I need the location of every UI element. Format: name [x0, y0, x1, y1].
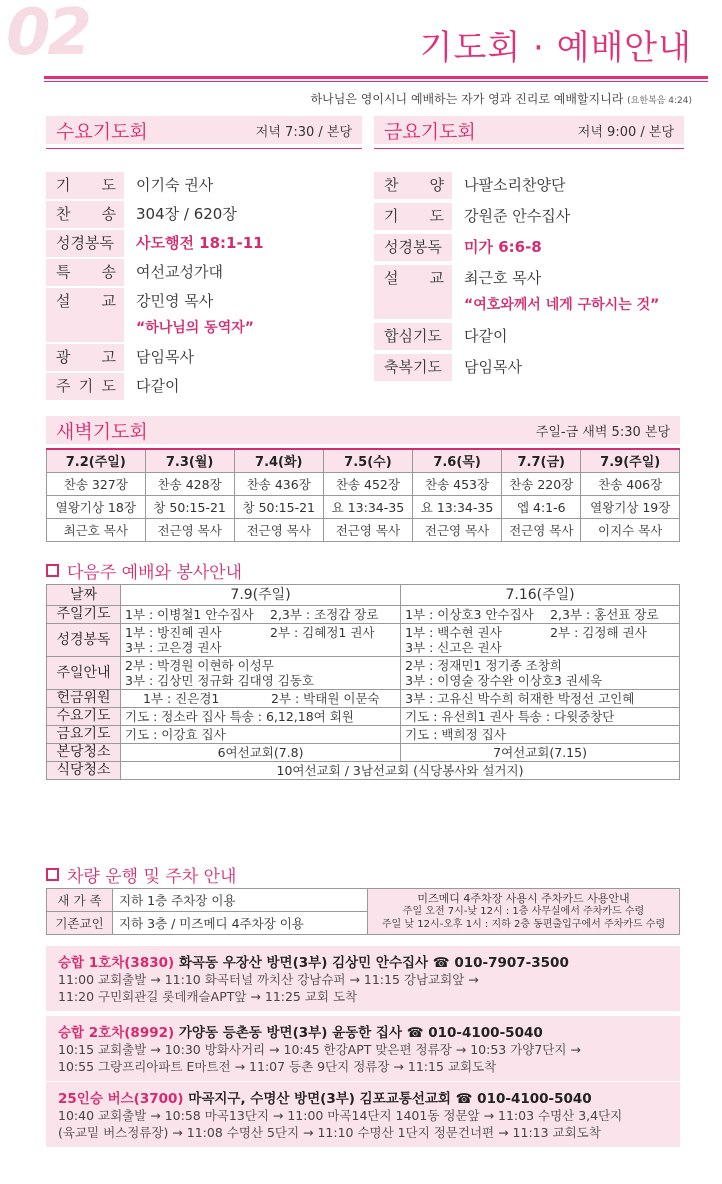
hymn-cell: 찬송 453장 [412, 472, 501, 495]
program-label: 특 송 [46, 259, 124, 286]
friday-program [374, 172, 684, 381]
parking-title: 차량 운행 및 주차 안내 [67, 867, 237, 887]
program-value: 여선교성가대 [136, 263, 223, 281]
wednesday-title: 수요기도회 [56, 120, 148, 143]
wednesday-program [46, 172, 362, 400]
note-line: 주일 오전 7시-낮 12시 : 1층 사무실에서 주차카드 수령 [402, 906, 645, 917]
serve-key: 식당청소 [47, 762, 121, 780]
program-label: 합심기도 [374, 323, 452, 350]
hymn-cell: 찬송 406장 [581, 472, 680, 495]
program-value: 담임목사 [464, 358, 522, 376]
bus-route-card [46, 1082, 680, 1147]
friday-divider [374, 148, 684, 149]
serve-row [47, 624, 680, 657]
phone-icon-number: ☎ 010-4100-5040 [406, 1025, 543, 1041]
phone-icon-number: ☎ 010-4100-5040 [455, 1091, 592, 1107]
program-value: 미가 6:6-8 [464, 238, 542, 256]
checkbox-square-icon [46, 564, 59, 577]
date-label: 날짜 [47, 585, 121, 606]
serve-header-row [47, 585, 680, 606]
program-row [374, 354, 684, 381]
phone-icon-number: ☎ 010-7907-3500 [432, 955, 569, 971]
friday-time: 저녁 9:00 / 본당 [577, 124, 674, 140]
serve-line: 1부 : 백수현 권사 [405, 625, 502, 640]
program-row [374, 234, 684, 261]
program-label: 설 교 [374, 265, 452, 292]
serve-cell: 기도 : 정소라 집사 특송 : 6,12,18여 회원 [121, 708, 401, 726]
verse-reference: (요한복음 4:24) [627, 96, 692, 106]
parking-section-title [46, 862, 236, 887]
program-label: 광 고 [46, 344, 124, 371]
program-row [374, 292, 684, 319]
parking-key: 새 가 족 [47, 889, 113, 912]
hymn-cell: 찬송 428장 [145, 472, 234, 495]
program-row [46, 230, 362, 257]
preacher-cell: 전근영 목사 [502, 518, 581, 541]
program-label: 기 도 [374, 203, 452, 230]
bus-line: 11:20 구민회관길 롯데캐슬APT앞 → 11:25 교회 도착 [58, 989, 358, 1004]
verse-text: 하나님은 영이시니 예배하는 자가 영과 진리로 예배할지니라 [310, 92, 624, 106]
serve-row [47, 606, 680, 624]
program-value: 다같이 [136, 377, 180, 395]
bus-driver: 김상민 안수집사 [332, 955, 429, 971]
scripture-cell: 창 50:15-21 [145, 495, 234, 518]
note-line: 주일 낮 12시-오후 1시 : 지하 2층 동편출입구에서 주차카드 수령 [381, 919, 666, 930]
bus-area: 마곡지구, 수명산 방면(3부) [188, 1091, 355, 1107]
serve-line: 1부 : 진은경1 [143, 691, 220, 706]
dawn-preacher-row [47, 518, 680, 541]
parking-value: 지하 1층 주차장 이용 [113, 889, 368, 912]
dawn-time: 주일-금 새벽 5:30 본당 [535, 424, 670, 440]
serve-cell [401, 657, 680, 690]
serve-cell [121, 657, 401, 690]
program-label: 성경봉독 [46, 230, 124, 257]
wednesday-time: 저녁 7:30 / 본당 [255, 124, 352, 140]
program-row [374, 203, 684, 230]
serve-key: 헌금위원 [47, 690, 121, 708]
bus-area: 화곡동 우장산 방면(3부) [178, 955, 328, 971]
serve-cell [121, 624, 401, 657]
program-label: 찬 송 [46, 201, 124, 228]
bus-header [58, 951, 668, 971]
serve-line: 2부 : 박태원 이문숙 [271, 691, 380, 706]
hymn-cell: 찬송 220장 [502, 472, 581, 495]
parking-row [47, 889, 680, 912]
date-col1: 7.9(주일) [121, 585, 401, 606]
note-title: 미즈메디 4주차장 사용시 주차카드 사용안내 [417, 892, 630, 905]
serve-cell: 기도 : 유선희1 권사 특송 : 다윗중창단 [401, 708, 680, 726]
parking-value: 지하 3층 / 미즈메디 4주차장 이용 [113, 912, 368, 935]
serve-cell: 기도 : 이강효 집사 [121, 726, 401, 744]
program-label: 성경봉독 [374, 234, 452, 261]
bus-route-card [46, 1016, 680, 1081]
bus-header [58, 1087, 668, 1107]
preacher-cell: 최근호 목사 [47, 518, 146, 541]
friday-title: 금요기도회 [384, 120, 476, 143]
program-value: 최근호 목사 [464, 269, 542, 287]
serve-key: 성경봉독 [47, 624, 121, 657]
program-row [46, 373, 362, 400]
serve-line: 1부 : 방진혜 권사 [125, 625, 222, 640]
program-row [46, 172, 362, 199]
checkbox-square-icon [46, 868, 59, 881]
parking-card-note [368, 889, 680, 935]
serve-cell: 6여선교회(7.8) [121, 744, 401, 762]
scripture-cell: 열왕기상 19장 [581, 495, 680, 518]
serve-cell [401, 624, 680, 657]
bus-line: 10:40 교회출발 → 10:58 마곡13단지 → 11:00 마곡14단지 1401동 정문앞 → 11:03 수명산 3,4단지 [58, 1108, 623, 1123]
scripture-cell: 창 50:15-21 [234, 495, 323, 518]
serve-cell [401, 606, 680, 624]
scripture-cell: 열왕기상 18장 [47, 495, 146, 518]
serve-line: 2부 : 김혜정1 권사 [270, 625, 375, 640]
serve-key: 수요기도 [47, 708, 121, 726]
dawn-header [46, 416, 680, 444]
day-cell: 7.9(주일) [581, 449, 680, 472]
dawn-scripture-row [47, 495, 680, 518]
program-row [46, 315, 362, 342]
parking-table [46, 888, 680, 935]
day-cell: 7.6(목) [412, 449, 501, 472]
title-divider [44, 76, 708, 79]
program-row [374, 172, 684, 199]
dawn-days-row [47, 449, 680, 472]
serve-row [47, 657, 680, 690]
hymn-cell: 찬송 327장 [47, 472, 146, 495]
serve-line: 2부 : 박경원 이현하 이성무 [125, 658, 274, 673]
program-label: 축복기도 [374, 354, 452, 381]
serve-table [46, 584, 680, 780]
program-label: 기 도 [46, 172, 124, 199]
serve-row [47, 690, 680, 708]
hymn-cell: 찬송 452장 [323, 472, 412, 495]
bus-area: 가양동 등촌동 방면(3부) [178, 1025, 328, 1041]
program-value: 나팔소리찬양단 [464, 176, 566, 194]
program-value: 사도행전 18:1-11 [136, 234, 264, 252]
parking-key: 기존교인 [47, 912, 113, 935]
serve-line: 3부 : 고유신 박수희 허재한 박정선 고인혜 [405, 691, 635, 706]
serve-key: 본당청소 [47, 744, 121, 762]
dawn-schedule-table [46, 448, 680, 542]
dawn-title: 새벽기도회 [56, 420, 148, 443]
program-value: 다같이 [464, 327, 508, 345]
serve-title: 다음주 예배와 봉사안내 [67, 563, 243, 583]
bus-line: 11:00 교회출발 → 11:10 화곡터널 까치산 강남슈퍼 → 11:15 강남교회앞 → [58, 972, 479, 987]
program-label: 설 교 [46, 288, 124, 315]
serve-line: 2부 : 김정해 권사 [550, 625, 647, 640]
serve-line: 2,3부 : 조정갑 장로 [270, 607, 379, 622]
serve-key: 주일안내 [47, 657, 121, 690]
day-cell: 7.4(화) [234, 449, 323, 472]
serve-cell [401, 690, 680, 708]
day-cell: 7.5(수) [323, 449, 412, 472]
program-value: 담임목사 [136, 348, 194, 366]
preacher-cell: 전근영 목사 [234, 518, 323, 541]
sermon-title: “하나님의 동역자” [136, 320, 254, 336]
preacher-cell: 전근영 목사 [323, 518, 412, 541]
wednesday-header [46, 116, 362, 144]
bus-line: 10:55 그랑프리아파트 E마트전 → 11:07 등촌 9단지 정류장 → 11:15 교회도착 [58, 1059, 497, 1074]
program-row [46, 344, 362, 371]
bus-route: 승합 1호차(3830) [58, 955, 175, 971]
serve-key: 금요기도 [47, 726, 121, 744]
serve-cell: 7여선교회(7.15) [401, 744, 680, 762]
bus-header [58, 1021, 668, 1041]
program-label [46, 315, 124, 342]
preacher-cell: 전근영 목사 [145, 518, 234, 541]
program-label [374, 292, 452, 319]
program-value: 304장 / 620장 [136, 205, 237, 223]
serve-line: 2,3부 : 홍선표 장로 [550, 607, 659, 622]
date-col2: 7.16(주일) [401, 585, 680, 606]
friday-header [374, 116, 684, 144]
program-value: 강원준 안수집사 [464, 207, 571, 225]
program-label: 주 기 도 [46, 373, 124, 400]
wednesday-divider [46, 148, 362, 149]
serve-line: 1부 : 이상호3 안수집사 [405, 607, 534, 622]
serve-row [47, 762, 680, 780]
page-title: 기도회 · 예배안내 [419, 28, 692, 68]
serve-line: 2부 : 정재민1 정기종 조창희 [405, 658, 562, 673]
bus-driver: 윤동한 집사 [332, 1025, 402, 1041]
preacher-cell: 이지수 목사 [581, 518, 680, 541]
bus-driver: 김포교통선교회 [359, 1091, 451, 1107]
program-row [46, 201, 362, 228]
page-number: 02 [6, 0, 90, 70]
serve-cell [121, 606, 401, 624]
program-row [374, 265, 684, 292]
bus-line: (육교밑 버스정류장) → 11:08 수명산 5단지 → 11:10 수명산 1단지 정문건너편 → 11:13 교회도착 [58, 1125, 601, 1140]
serve-line: 3부 : 김상민 정규화 김대영 김동호 [125, 673, 315, 688]
bus-route: 25인승 버스(3700) [58, 1091, 184, 1107]
serve-cell [121, 690, 401, 708]
serve-row [47, 744, 680, 762]
program-row [46, 288, 362, 315]
scripture-cell: 요 13:34-35 [323, 495, 412, 518]
serve-line: 3부 : 신고은 권사 [405, 640, 502, 655]
bus-route-card [46, 946, 680, 1011]
sermon-title: “여호와께서 네게 구하시는 것” [464, 297, 660, 313]
serve-row [47, 726, 680, 744]
program-label: 찬 양 [374, 172, 452, 199]
scripture-cell: 요 13:34-35 [412, 495, 501, 518]
bus-route: 승합 2호차(8992) [58, 1025, 175, 1041]
program-row [46, 259, 362, 286]
serve-cell: 10여선교회 / 3남선교회 (식당봉사와 설거지) [121, 762, 680, 780]
bus-line: 10:15 교회출발 → 10:30 방화사거리 → 10:45 한강APT 맞은편 정류장 → 10:53 가양7단지 → [58, 1042, 581, 1057]
serve-key: 주일기도 [47, 606, 121, 624]
day-cell: 7.3(월) [145, 449, 234, 472]
program-value: 이기숙 권사 [136, 176, 214, 194]
day-cell: 7.2(주일) [47, 449, 146, 472]
scripture-verse [311, 90, 692, 107]
day-cell: 7.7(금) [502, 449, 581, 472]
serve-section-title [46, 558, 242, 583]
program-value: 강민영 목사 [136, 292, 214, 310]
hymn-cell: 찬송 436장 [234, 472, 323, 495]
serve-cell: 기도 : 백희정 집사 [401, 726, 680, 744]
preacher-cell: 전근영 목사 [412, 518, 501, 541]
serve-line: 3부 : 고은경 권사 [125, 640, 222, 655]
dawn-hymns-row [47, 472, 680, 495]
serve-line: 3부 : 이영술 장수완 이상호3 권세욱 [405, 673, 603, 688]
serve-row [47, 708, 680, 726]
program-row [374, 323, 684, 350]
scripture-cell: 엡 4:1-6 [502, 495, 581, 518]
serve-line: 1부 : 이병철1 안수집사 [125, 607, 254, 622]
